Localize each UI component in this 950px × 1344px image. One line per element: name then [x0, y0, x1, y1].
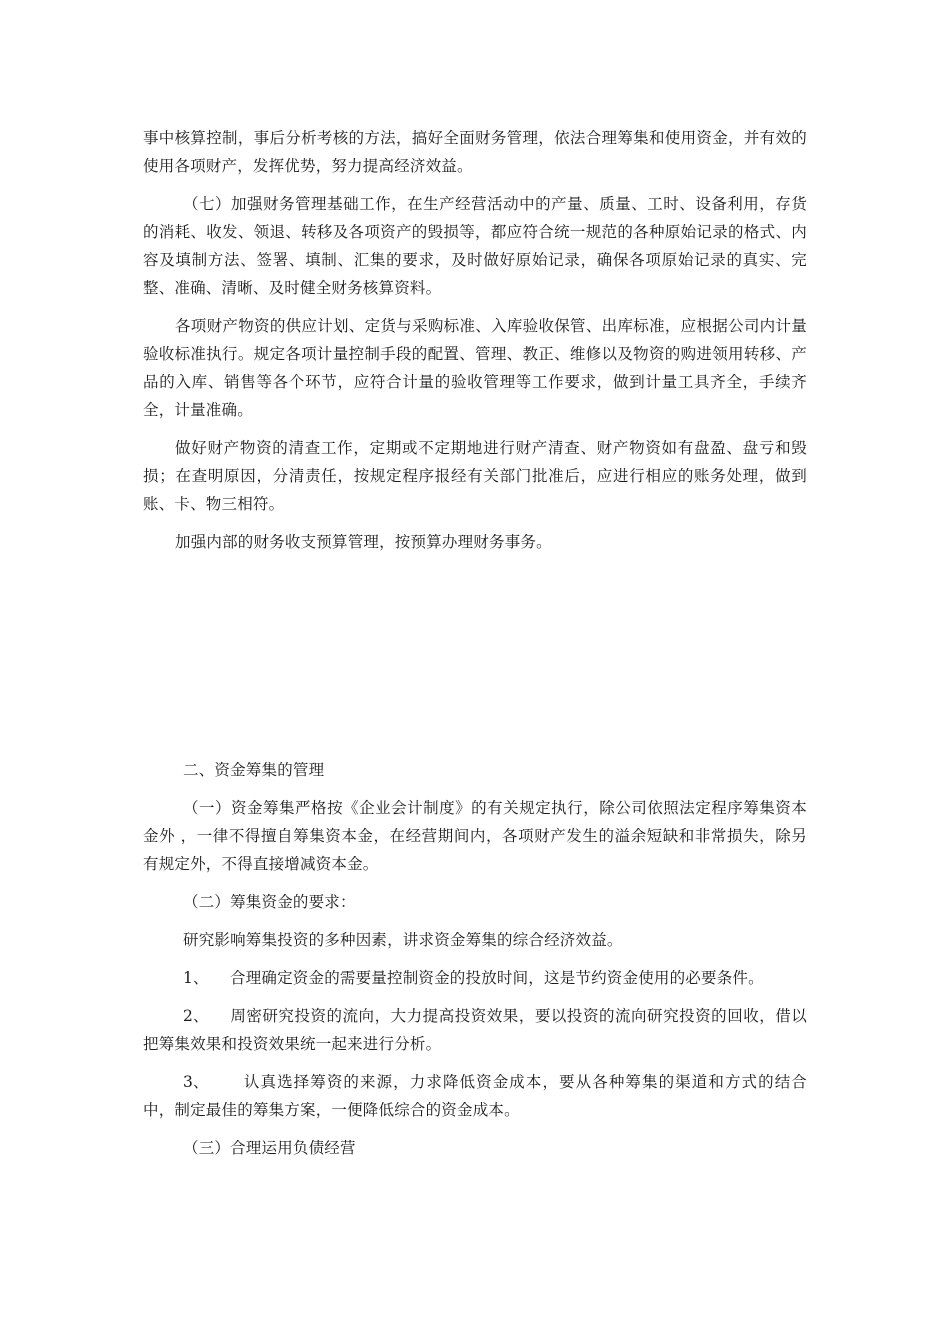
- list-item-number: 2、: [183, 1007, 209, 1025]
- list-item: [143, 1002, 807, 1058]
- paragraph-item-seven: （七）加强财务管理基础工作，在生产经营活动中的产量、质量、工时、设备利用，存货的消耗、收发、领退、转移及各项资产的毁损等，都应符合统一规范的各种原始记录的格式、内容及填制方法、签署、填制、汇集的要求，及时做好原始记录，确保各项原始记录的真实、完整、准确、清晰、及时健全财务核算资料。: [143, 195, 807, 297]
- list-item-number: 3、: [183, 1073, 209, 1091]
- paragraph-material-supply: 各项财产物资的供应计划、定货与采购标准、入库验收保管、出库标准，应根据公司内计量验收标准执行。规定各项计量控制手段的配置、管理、教正、维修以及物资的购进领用转移、产品的入库、销售等各个环节，应符合计量的验收管理等工作要求，做到计量工具齐全，手续齐全，计量准确。: [143, 317, 807, 419]
- list-item-text: 认真选择筹资的来源，力求降低资金成本，要从各种筹集的渠道和方式的结合中，制定最佳的筹集方案，一便降低综合的资金成本。: [143, 1073, 807, 1119]
- list-item: [143, 964, 807, 992]
- list-item-text: 周密研究投资的流向，大力提高投资效果，要以投资的流向研究投资的回收，借以把筹集效果和投资效果统一起来进行分析。: [143, 1007, 807, 1053]
- paragraph-item-three: （三）合理运用负债经营: [183, 1139, 356, 1157]
- list-item: [143, 1068, 807, 1124]
- paragraph-accounting-control: 事中核算控制，事后分析考核的方法，搞好全面财务管理，依法合理筹集和使用资金，并有效的使用各项财产，发挥优势，努力提高经济效益。: [143, 129, 807, 175]
- paragraph-item-one: （一）资金筹集严格按《企业会计制度》的有关规定执行，除公司依照法定程序筹集资本金外 ，一律不得擅自筹集资本金，在经营期间内，各项财产发生的溢余短缺和非常损失，除另有规定外，不得直接增减资本金。: [143, 799, 807, 873]
- section-two-body: [143, 756, 807, 1162]
- paragraph-asset-inventory: 做好财产物资的清查工作，定期或不定期地进行财产清查、财产物资如有盘盈、盘亏和毁损；在查明原因，分清责任，按规定程序报经有关部门批准后，应进行相应的账务处理，做到账、卡、物三相符。: [143, 439, 807, 513]
- section-heading: 二、资金筹集的管理: [183, 761, 325, 779]
- paragraph-item-two: （二）筹集资金的要求：: [183, 893, 356, 911]
- paragraph-budget-management: 加强内部的财务收支预算管理，按预算办理财务事务。: [175, 533, 552, 551]
- paragraph-factors: 研究影响筹集投资的多种因素，讲求资金筹集的综合经济效益。: [183, 931, 623, 949]
- list-item-text: 合理确定资金的需要量控制资金的投放时间，这是节约资金使用的必要条件。: [230, 969, 764, 987]
- section-one-body: [143, 124, 807, 556]
- list-item-number: 1、: [183, 969, 209, 987]
